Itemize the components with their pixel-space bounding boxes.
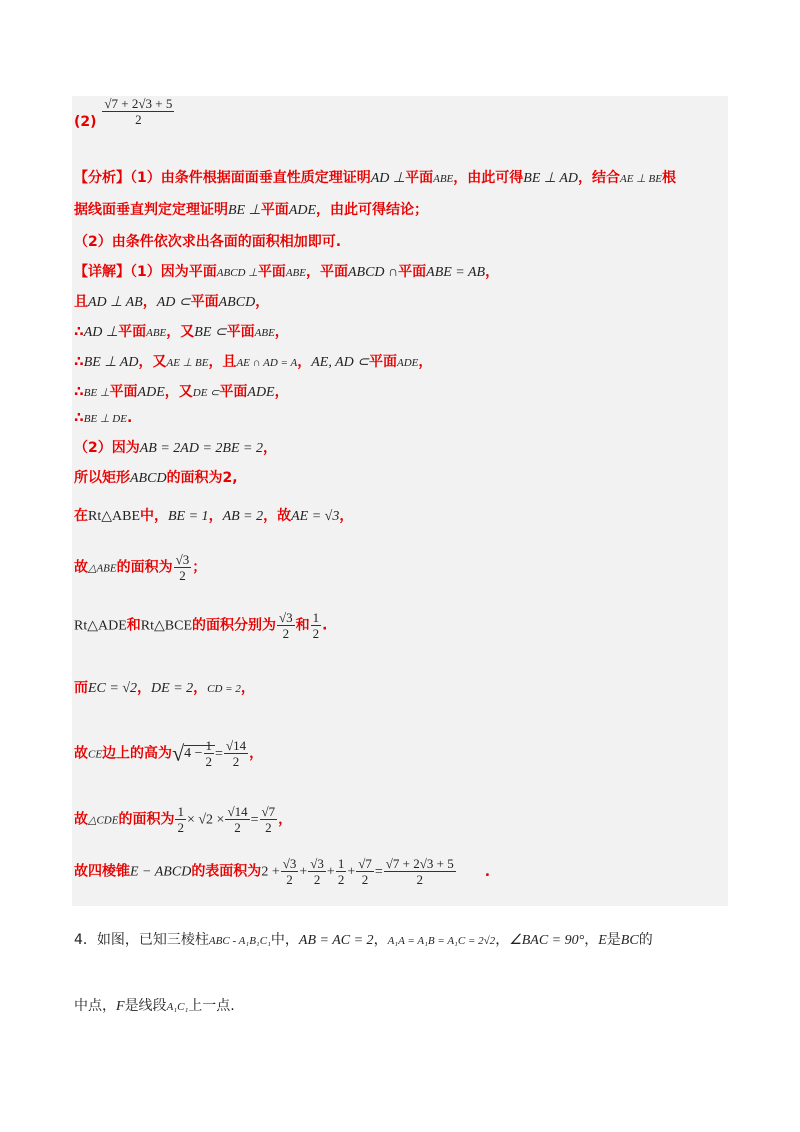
ce-height-line: 故CE边上的高为√4 − $\frac{1}{2}$ = $\frac{√14}{2}$ ， (74, 738, 264, 769)
abe-area-line: 故△ABE的面积为 $\frac{√3}{2}$ ； (74, 552, 207, 583)
rectangle-area-line: 所以矩形ABCD的面积为2, (74, 470, 238, 486)
analysis-line-1: 【分析】（1）由条件根据面面垂直性质定理证明AD ⊥平面ABE，由此可得BE ⊥ AD，结合AE ⊥ BE根 (74, 170, 676, 186)
cde-area-line: 故△CDE的面积为 $\frac{1}{2}$ × √2 × $\frac{√14}{2}$ = $\frac{√7}{2}$ ， (74, 804, 293, 835)
detail-part2-line: （2）因为AB = 2AD = 2BE = 2， (74, 440, 277, 456)
analysis-line-3: （2）由条件依次求出各面的面积相加即可. (74, 234, 342, 250)
detail-line-2: 且AD ⊥ AB，AD ⊂平面ABCD， (74, 294, 270, 310)
detail-line-3: ∴AD ⊥平面ABE，又BE ⊂平面ABE， (74, 324, 289, 340)
abe-area-fraction: $\frac{√3}{2}$ (175, 552, 190, 583)
ce-height-fraction: $\frac{√14}{2}$ (225, 738, 247, 769)
analysis-line-2: 据线面垂直判定定理证明BE ⊥平面ADE，由此可得结论； (74, 202, 429, 218)
part2-answer: (2) $\frac{√7 + 2√3 + 5}{2}$ (74, 96, 173, 130)
ade-area-fraction: $\frac{√3}{2}$ (279, 610, 293, 641)
surface-area-line: 故四棱锥E − ABCD的表面积为2 + $\frac{√3}{2}$ + $\frac{√3}{2}$ + $\frac{1}{2}$ + $\frac{√7}{2}$ = $\frac{√7 + 2√3 + 5}{2}$ . (74, 856, 491, 887)
answer-fraction: $\frac{√7 + 2√3 + 5}{2}$ (104, 96, 173, 127)
detail-line-1: 【详解】（1）因为平面ABCD ⊥平面ABE，平面ABCD ∩平面ABE = AB， (74, 264, 500, 280)
ade-bce-area-line: Rt△ADE和Rt△BCE的面积分别为 $\frac{√3}{2}$ 和 $\frac{1}{2}$ . (74, 610, 328, 641)
detail-line-6: ∴BE ⊥ DE. (74, 410, 133, 426)
question-4-line-1: 4．如图，已知三棱柱ABC - A₁B₁C₁中，AB = AC = 2，A₁A = A₁B = A₁C = 2√2，∠BAC = 90°，E是BC的 (74, 932, 653, 948)
detail-line-5: ∴BE ⊥平面ADE，又DE ⊂平面ADE， (74, 384, 289, 400)
detail-line-4: ∴BE ⊥ AD，又AE ⊥ BE，且AE ∩ AD = A，AE, AD ⊂平面ADE， (74, 354, 433, 370)
right-triangle-line: 在Rt△ABE中，BE = 1，AB = 2，故AE = √3， (74, 508, 354, 524)
question-4-line-2: 中点，F是线段A₁C₁上一点. (74, 998, 235, 1014)
analysis-tag: 【分析】 (74, 170, 130, 186)
detail-tag: 【详解】 (74, 264, 130, 280)
edge-lengths-line: 而EC = √2，DE = 2，CD = 2， (74, 680, 255, 696)
bce-area-fraction: $\frac{1}{2}$ (312, 610, 320, 641)
